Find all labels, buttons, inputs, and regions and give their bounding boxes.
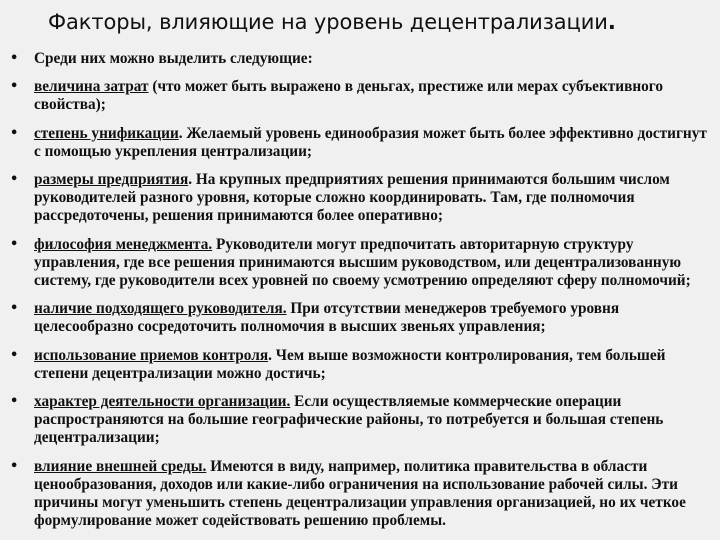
text-size: . На крупных предприятиях решения принимаются большим числом руководителей разного уровня, которые сложно координировать. Там, где полномочия рассредоточены, решения принимаются более оперативно; bbox=[34, 171, 670, 225]
bullet-icon: • bbox=[10, 79, 19, 95]
bullet-icon: • bbox=[10, 125, 19, 141]
bullet-item-costs bbox=[10, 78, 712, 114]
slide-title bbox=[48, 8, 708, 36]
intro-text: Среди них можно выделить следующие: bbox=[34, 50, 313, 67]
slide-title-text: Факторы, влияющие на уровень децентрализации bbox=[48, 10, 608, 34]
text-costs: (что может быть выражено в деньгах, престиже или мерах субъективного свойства); bbox=[34, 78, 664, 114]
bullet-icon: • bbox=[10, 51, 19, 66]
bullet-icon: • bbox=[10, 236, 19, 252]
bullet-item-activity bbox=[10, 393, 712, 448]
bullet-icon: • bbox=[10, 394, 19, 410]
bullet-item-environment bbox=[10, 458, 712, 531]
bullet-item-philosophy bbox=[10, 236, 712, 291]
term-manager: наличие подходящего руководителя. bbox=[34, 300, 287, 318]
term-activity: характер деятельности организации. bbox=[34, 393, 291, 411]
term-environment: влияние внешней среды. bbox=[34, 457, 207, 475]
text-control: . Чем выше возможности контролирования, тем большей степени децентрализации можно достичь; bbox=[34, 346, 666, 382]
bullet-item-unification bbox=[10, 125, 712, 161]
term-control: использование приемов контроля bbox=[34, 346, 269, 364]
bullet-item-control bbox=[10, 347, 712, 383]
text-activity: Если осуществляемые коммерческие операции распространяются на большие географические районы, то потребуется и большая степень децентрализации; bbox=[34, 393, 664, 447]
slide-title-period: . bbox=[607, 10, 616, 34]
term-size: размеры предприятия bbox=[34, 171, 189, 189]
bullet-list bbox=[10, 50, 712, 540]
bullet-item-manager bbox=[10, 300, 712, 336]
term-costs: величина затрат bbox=[34, 78, 149, 96]
text-philosophy: Руководители могут предпочитать авторитарную структуру управления, где все решения принимаются высшим руководством, или децентрализованную систему, где руководители всех уровней по своему усмотрению определяют сферу полномочий; bbox=[34, 235, 691, 290]
bullet-icon: • bbox=[10, 347, 19, 363]
text-manager: При отсутствии менеджеров требуемого уровня целесообразно сосредоточить полномочия в высших звеньях управления; bbox=[34, 300, 620, 336]
text-environment: Имеются в виду, например, политика правительства в области ценообразования, доходов или какие-либо ограничения на использование рабочей силы. Эти причины могут уменьшить степень децентрализации управления организацией, но их четкое формулирование может содействовать решению проблемы. bbox=[34, 457, 686, 530]
bullet-item-size bbox=[10, 171, 712, 226]
text-unification: . Желаемый уровень единообразия может быть более эффективно достигнут с помощью укрепления централизации; bbox=[34, 124, 707, 160]
bullet-item-intro bbox=[10, 50, 712, 68]
term-unification: степень унификации bbox=[34, 124, 179, 142]
term-philosophy: философия менеджмента. bbox=[34, 235, 213, 253]
bullet-icon: • bbox=[10, 301, 19, 317]
bullet-icon: • bbox=[10, 458, 19, 474]
bullet-icon: • bbox=[10, 172, 19, 188]
